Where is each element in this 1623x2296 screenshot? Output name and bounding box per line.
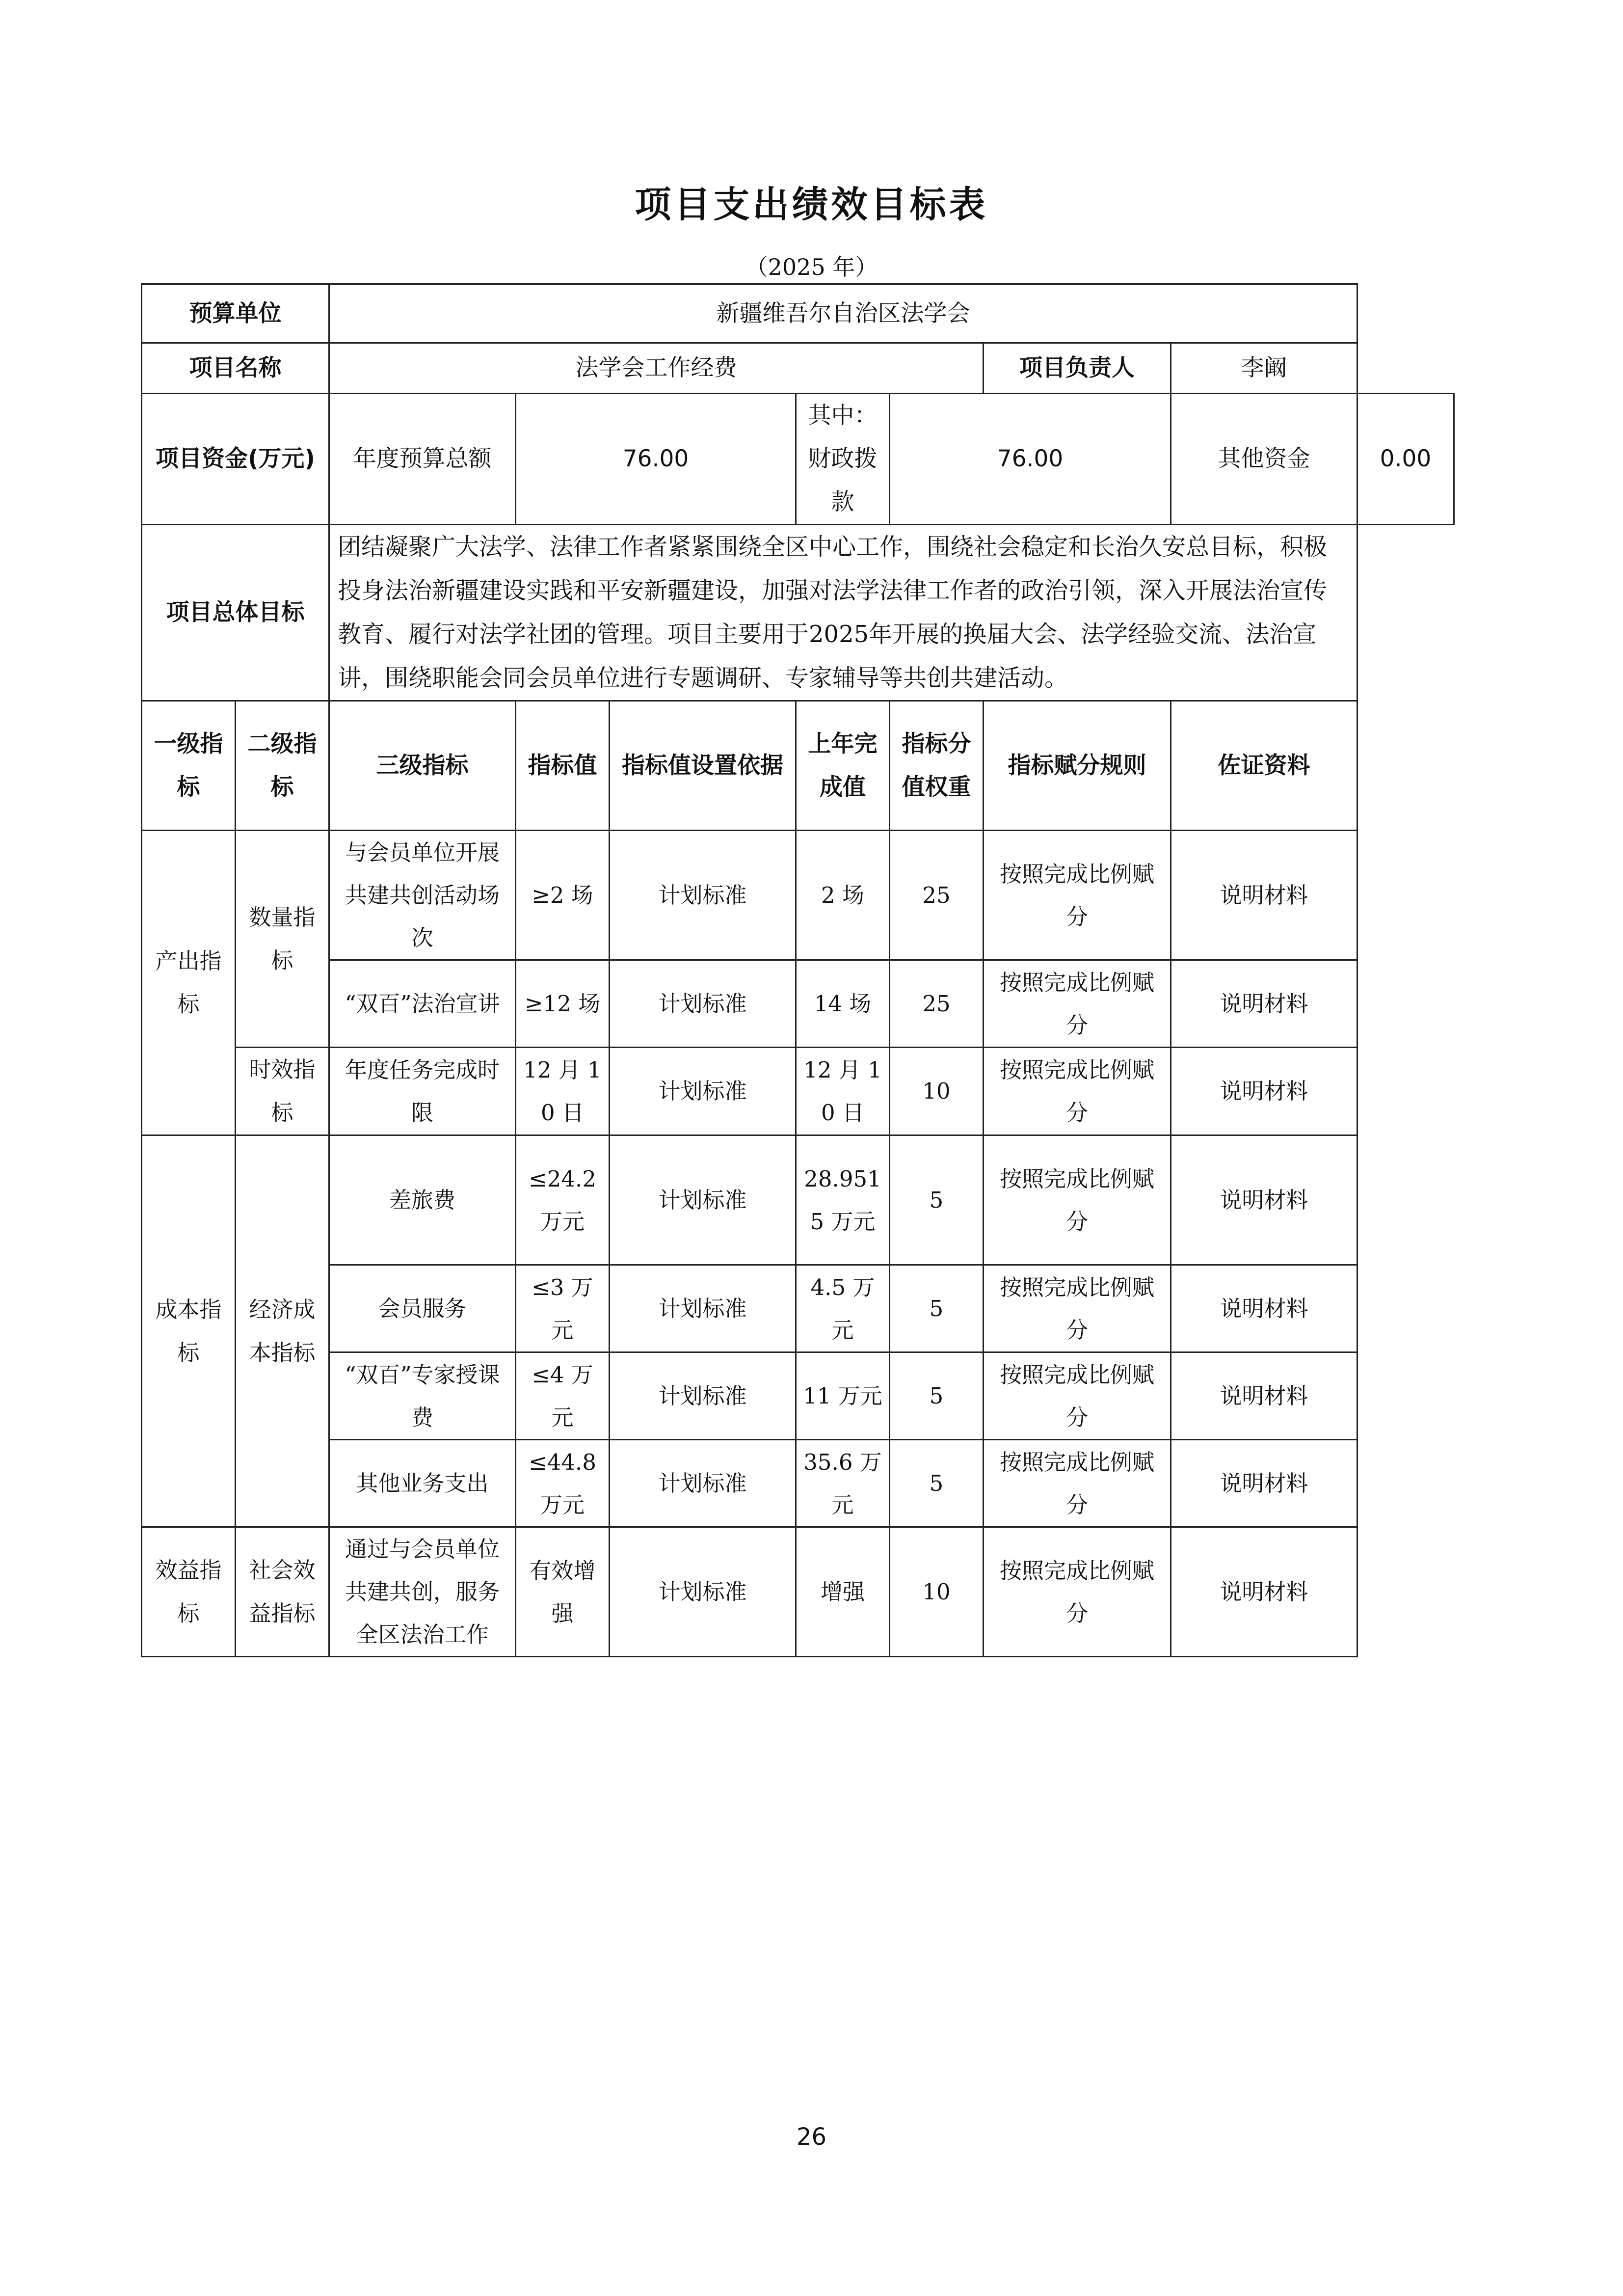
indicator-weight: 5: [890, 1265, 984, 1352]
other-funds-label: 其他资金: [1171, 394, 1357, 525]
indicator-value: ≥12 场: [516, 960, 610, 1048]
page-number: 26: [796, 2123, 827, 2151]
project-name-value: 法学会工作经费: [329, 343, 984, 394]
table-row: [142, 1440, 1454, 1527]
group-output: 产出指标: [142, 831, 236, 1135]
indicator-name: “双百”专家授课费: [329, 1352, 516, 1440]
goal-label: 项目总体目标: [142, 525, 329, 701]
col-header-weight: 指标分值权重: [890, 701, 984, 831]
indicator-weight: 25: [890, 960, 984, 1048]
goal-row: [142, 525, 1454, 701]
funds-row: [142, 394, 1454, 525]
project-name-row: [142, 343, 1454, 394]
indicator-basis: 计划标准: [610, 960, 796, 1048]
table-row: [142, 960, 1454, 1048]
indicator-evidence: 说明材料: [1171, 831, 1357, 960]
other-funds-value: 0.00: [1357, 394, 1454, 525]
group-cost: 成本指标: [142, 1135, 236, 1527]
fiscal-label: 其中：财政拨款: [796, 394, 890, 525]
indicator-value: ≤44.8 万元: [516, 1440, 610, 1527]
indicator-rule: 按照完成比例赋分: [984, 1527, 1171, 1657]
group-timeliness: 时效指标: [236, 1048, 329, 1135]
indicator-value: 有效增强: [516, 1527, 610, 1657]
indicator-name: 年度任务完成时限: [329, 1048, 516, 1135]
table-row: [142, 1527, 1454, 1657]
indicator-evidence: 说明材料: [1171, 960, 1357, 1048]
indicator-weight: 5: [890, 1135, 984, 1265]
col-header-level1: 一级指标: [142, 701, 236, 831]
indicator-weight: 25: [890, 831, 984, 960]
col-header-value: 指标值: [516, 701, 610, 831]
table-row: [142, 831, 1454, 960]
col-header-basis: 指标值设置依据: [610, 701, 796, 831]
indicator-last-year: 4.5 万元: [796, 1265, 890, 1352]
indicator-last-year: 增强: [796, 1527, 890, 1657]
indicator-value: ≤3 万元: [516, 1265, 610, 1352]
fiscal-value: 76.00: [890, 394, 1171, 525]
indicator-basis: 计划标准: [610, 831, 796, 960]
indicator-evidence: 说明材料: [1171, 1527, 1357, 1657]
indicator-last-year: 14 场: [796, 960, 890, 1048]
indicator-weight: 5: [890, 1352, 984, 1440]
page-title: 项目支出绩效目标表: [635, 184, 988, 226]
indicator-basis: 计划标准: [610, 1265, 796, 1352]
indicator-basis: 计划标准: [610, 1048, 796, 1135]
indicator-evidence: 说明材料: [1171, 1440, 1357, 1527]
indicator-name: 与会员单位开展共建共创活动场次: [329, 831, 516, 960]
col-header-rule: 指标赋分规则: [984, 701, 1171, 831]
indicator-weight: 10: [890, 1048, 984, 1135]
col-header-level3: 三级指标: [329, 701, 516, 831]
indicator-last-year: 11 万元: [796, 1352, 890, 1440]
indicator-evidence: 说明材料: [1171, 1135, 1357, 1265]
indicator-evidence: 说明材料: [1171, 1048, 1357, 1135]
table-row: [142, 1048, 1454, 1135]
goal-text: 团结凝聚广大法学、法律工作者紧紧围绕全区中心工作，围绕社会稳定和长治久安总目标，积极投身法治新疆建设实践和平安新疆建设，加强对法学法律工作者的政治引领，深入开展法治宣传教育、履行对法学社团的管理。项目主要用于2025年开展的换届大会、法学经验交流、法治宣讲，围绕职能会同会员单位进行专题调研、专家辅导等共创共建活动。: [329, 525, 1357, 701]
column-header-row: [142, 701, 1454, 831]
indicator-last-year: 28.9515 万元: [796, 1135, 890, 1265]
indicator-rule: 按照完成比例赋分: [984, 960, 1171, 1048]
performance-table: [141, 283, 1455, 1657]
indicator-name: 通过与会员单位共建共创，服务全区法治工作: [329, 1527, 516, 1657]
indicator-basis: 计划标准: [610, 1440, 796, 1527]
project-leader-label: 项目负责人: [984, 343, 1171, 394]
group-social-benefit: 社会效益指标: [236, 1527, 329, 1657]
indicator-value: ≥2 场: [516, 831, 610, 960]
indicator-name: 其他业务支出: [329, 1440, 516, 1527]
indicator-rule: 按照完成比例赋分: [984, 1352, 1171, 1440]
funds-label: 项目资金(万元): [142, 394, 329, 525]
indicator-weight: 5: [890, 1440, 984, 1527]
indicator-last-year: 12 月 10 日: [796, 1048, 890, 1135]
indicator-evidence: 说明材料: [1171, 1265, 1357, 1352]
indicator-rule: 按照完成比例赋分: [984, 1265, 1171, 1352]
group-economic-cost: 经济成本指标: [236, 1135, 329, 1527]
indicator-rule: 按照完成比例赋分: [984, 1135, 1171, 1265]
project-name-label: 项目名称: [142, 343, 329, 394]
table-row: [142, 1352, 1454, 1440]
budget-unit-label: 预算单位: [142, 284, 329, 343]
budget-unit-value: 新疆维吾尔自治区法学会: [329, 284, 1357, 343]
table-row: [142, 1265, 1454, 1352]
indicator-basis: 计划标准: [610, 1527, 796, 1657]
project-leader-value: 李阚: [1171, 343, 1357, 394]
indicator-basis: 计划标准: [610, 1135, 796, 1265]
col-header-level2: 二级指标: [236, 701, 329, 831]
indicator-last-year: 2 场: [796, 831, 890, 960]
indicator-name: “双百”法治宣讲: [329, 960, 516, 1048]
year-label: （2025 年）: [745, 254, 878, 280]
indicator-value: ≤24.2 万元: [516, 1135, 610, 1265]
indicator-rule: 按照完成比例赋分: [984, 831, 1171, 960]
budget-unit-row: [142, 284, 1454, 343]
indicator-basis: 计划标准: [610, 1352, 796, 1440]
table-row: [142, 1135, 1454, 1265]
indicator-evidence: 说明材料: [1171, 1352, 1357, 1440]
col-header-evidence: 佐证资料: [1171, 701, 1357, 831]
indicator-rule: 按照完成比例赋分: [984, 1440, 1171, 1527]
indicator-value: 12 月 10 日: [516, 1048, 610, 1135]
annual-budget-value: 76.00: [516, 394, 796, 525]
indicator-last-year: 35.6 万元: [796, 1440, 890, 1527]
col-header-last-year: 上年完成值: [796, 701, 890, 831]
indicator-name: 会员服务: [329, 1265, 516, 1352]
annual-budget-label: 年度预算总额: [329, 394, 516, 525]
indicator-name: 差旅费: [329, 1135, 516, 1265]
indicator-weight: 10: [890, 1527, 984, 1657]
group-quantity: 数量指标: [236, 831, 329, 1048]
group-benefit: 效益指标: [142, 1527, 236, 1657]
indicator-rule: 按照完成比例赋分: [984, 1048, 1171, 1135]
indicator-value: ≤4 万元: [516, 1352, 610, 1440]
